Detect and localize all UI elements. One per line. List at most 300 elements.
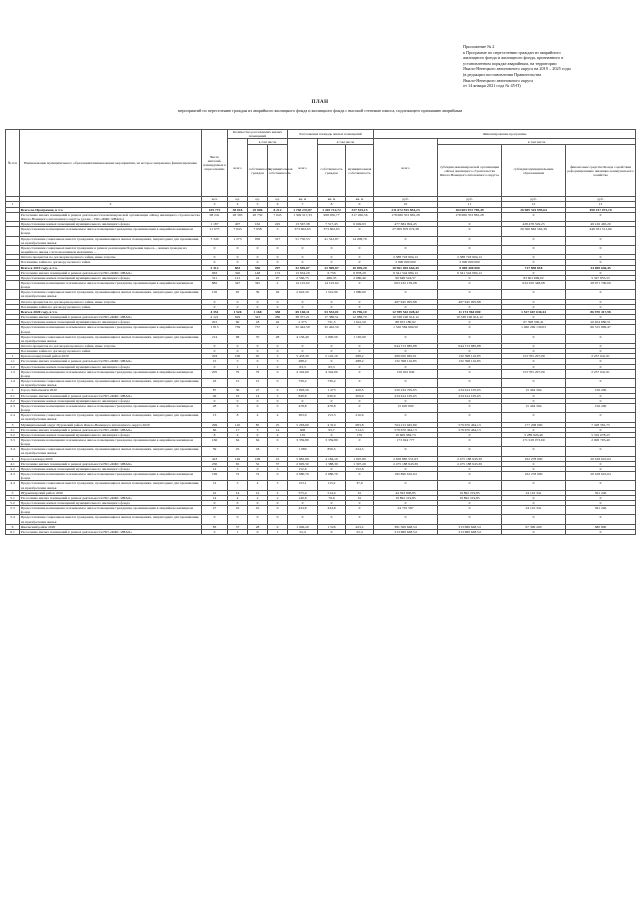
value-cell: 1 273 [318, 388, 346, 393]
value-cell: 0 [438, 275, 502, 280]
value-cell: 477 684 994,45 [374, 222, 438, 227]
value-cell: 13 567,38 [288, 222, 318, 227]
appendix-line: Ямало-Ненецкого автономного округа на 2019 – 2025 годы [463, 66, 571, 72]
header-fin-mun: субсидия муниципальным образованиям [502, 145, 566, 197]
appendix-line: Ямало-Ненецкого автономного округа [463, 77, 533, 83]
value-cell: 0 [566, 344, 636, 349]
value-cell: 0 [438, 222, 502, 227]
value-cell: 428 478 529,25 [502, 222, 566, 227]
value-cell: 0 [248, 359, 268, 364]
value-cell: 407 [228, 222, 248, 227]
value-cell: 2 [268, 325, 288, 334]
value-cell: 0 [248, 515, 268, 524]
row-number-cell: 5.3 [6, 506, 20, 515]
value-cell: 0 [438, 304, 502, 309]
value-cell: 121 [228, 275, 248, 280]
value-cell: 13 634,29 [288, 270, 318, 275]
value-cell: 2 900 000 000 [438, 260, 502, 265]
value-cell: 1 527 667 630,44 [502, 309, 566, 314]
value-cell: 28 971 790,00 [566, 280, 636, 289]
value-cell: 0 [566, 501, 636, 506]
value-cell: 166 [202, 437, 228, 446]
value-cell: 0 [566, 255, 636, 260]
value-cell: 153,3 [318, 413, 346, 422]
value-cell: 87 [202, 388, 228, 393]
value-cell: 10 538 190 914,12 [374, 315, 438, 320]
value-cell: 6 049,93 [346, 222, 374, 227]
row-name-cell: Ямальский район 2020 [20, 524, 202, 529]
value-cell: 17 [228, 427, 248, 432]
header-fin-total: всего [374, 139, 438, 197]
row-number-cell: 5.1 [6, 495, 20, 500]
value-cell: 3 359,80 [318, 437, 346, 446]
value-cell: 0 [502, 334, 566, 343]
value-cell: 0 [346, 501, 374, 506]
value-cell: 0 [346, 472, 374, 481]
value-cell: 250 234 705,65 [374, 388, 438, 393]
appendix-line: жилищного фонда и жилищного фонда, признанного в [463, 55, 564, 61]
table-row [6, 334, 636, 343]
row-name-cell: Шурышкарский район 2020 [20, 490, 202, 495]
row-name-cell: Предоставление жилых помещений муниципального жилищного фонда [20, 222, 202, 227]
row-number-cell: 1 [6, 354, 20, 359]
value-cell: 1 165,90 [346, 334, 374, 343]
value-cell: 153,1 [288, 481, 318, 490]
value-cell: 115,2 [318, 481, 346, 490]
column-number: 5 [248, 202, 268, 207]
row-name-cell: Всего в 2019 году, в т.ч. [20, 265, 202, 270]
value-cell: 2 [248, 495, 268, 500]
row-name-cell: Предоставление возмещения за изымаемое жилое помещение гражданам, проживающим в аварийном жилищном фонде [20, 437, 202, 446]
value-cell: 739,2 [318, 379, 346, 388]
value-cell: 0 [502, 359, 566, 364]
value-cell: 486,35 [318, 275, 346, 280]
value-cell: 0 [438, 364, 502, 369]
table-row [6, 481, 636, 490]
row-number-cell: 3.2 [6, 432, 20, 437]
value-cell: 0 [228, 344, 248, 349]
value-cell: 4 342,60 [318, 369, 346, 378]
value-cell: 14 125,62 [288, 280, 318, 289]
value-cell: 0 [502, 379, 566, 388]
value-cell: 0 [346, 260, 374, 265]
value-cell: 28 [202, 403, 228, 412]
value-cell: 0 [438, 506, 502, 515]
value-cell: 0 [288, 398, 318, 403]
row-name-cell: Предоставление жилых помещений муниципального жилищного фонда [20, 275, 202, 280]
value-cell: 12 [202, 466, 228, 471]
value-cell: 0 [318, 344, 346, 349]
value-cell: 10 609 984,73 [374, 432, 438, 437]
value-cell: 0 [502, 398, 566, 403]
value-cell: 24 110 341 [502, 490, 566, 495]
row-name-cell: Предоставление возмещения за изымаемое жилое помещение гражданам, проживающим в аварийном жилищном фонде [20, 280, 202, 289]
value-cell: 7 517,45 [318, 222, 346, 227]
value-cell: 0 [502, 236, 566, 245]
value-cell: 2 588 718 904,12 [438, 255, 502, 260]
row-number-cell [6, 325, 20, 334]
value-cell: 0 [374, 236, 438, 245]
value-cell: 19 892 219,85 [438, 495, 502, 500]
value-cell: 4 [268, 432, 288, 437]
value-cell: 79 [248, 369, 268, 378]
value-cell: 5 319 078,25 [566, 432, 636, 437]
value-cell: 373 602,63 [288, 227, 318, 236]
value-cell: 203 [202, 354, 228, 359]
value-cell: 7 [268, 447, 288, 456]
value-cell: 162 278 000 [502, 472, 566, 481]
value-cell: 297 [268, 265, 288, 270]
value-cell: 0 [346, 299, 374, 304]
value-cell: 132 598 116,83 [438, 359, 502, 364]
value-cell: 9 [248, 403, 268, 412]
value-cell: 608 [288, 427, 318, 432]
row-number-cell [6, 227, 20, 236]
value-cell: 152,6 [346, 466, 374, 471]
row-number-cell: 2 [6, 388, 20, 393]
value-cell: 0 [268, 515, 288, 524]
value-cell: 0 [438, 280, 502, 289]
value-cell: 9 341 544 984,12 [374, 270, 438, 275]
value-cell: 14 125,62 [318, 280, 346, 289]
value-cell: 46 [202, 393, 228, 398]
value-cell: 169 [202, 472, 228, 481]
value-cell: 0 [268, 398, 288, 403]
row-number-cell [6, 280, 20, 289]
value-cell: 42 [268, 320, 288, 325]
value-cell: 0 [268, 260, 288, 265]
row-name-cell: Предоставление социальных выплат гражданам в рамках реализации Поручения пересе... ленных граждан из аварийного жилья с использованием механизма ... [20, 245, 202, 254]
value-cell: 423,2 [346, 524, 374, 529]
value-cell: 2 475 188 943,39 [374, 461, 438, 466]
header-fin-incl: в том числе [438, 139, 636, 145]
value-cell: 0 [502, 501, 566, 506]
row-name-cell: Муниципальный округ Пуровский район Ямало-Ненецкого автономного округа 2020 [20, 422, 202, 427]
table-row [6, 529, 636, 534]
value-cell: 0 [318, 432, 346, 437]
row-name-cell: Предоставление социальных выплат гражданам, проживающим в жилых помещениях, непригодных для проживания, на приобретение жилья [20, 515, 202, 524]
value-cell: 12 [202, 481, 228, 490]
appendix-line: (в редакции постановления Правительства [463, 71, 542, 77]
value-cell: 49 126 465,20 [566, 222, 636, 227]
value-cell: 149 [228, 456, 248, 461]
value-cell: 2 990,50 [318, 334, 346, 343]
value-cell: 65 [228, 290, 248, 299]
table-row [6, 236, 636, 245]
value-cell: 0 [288, 501, 318, 506]
value-cell: 6 756 [318, 270, 346, 275]
row-name-cell: Всего в 2020 году, в т.ч. [20, 309, 202, 314]
table-row [6, 227, 636, 236]
value-cell: 0 [268, 506, 288, 515]
value-cell: 164 083 072 785,49 [438, 207, 502, 212]
value-cell: 0 [202, 245, 228, 254]
value-cell: 156 022 849 [374, 369, 438, 378]
value-cell: 739,2 [288, 379, 318, 388]
value-cell: 0 [202, 255, 228, 260]
value-cell: 0 [566, 398, 636, 403]
value-cell: 2 658 885 551,63 [374, 456, 438, 461]
value-cell: 358 [268, 309, 288, 314]
value-cell: 37 [268, 461, 288, 466]
value-cell: 9 809 400 000 [438, 265, 502, 270]
row-name-cell: Погашение займа по договору целевого займа [20, 304, 202, 309]
value-cell: 0 [438, 447, 502, 456]
value-cell: 95 [248, 354, 268, 359]
column-number: 6 [268, 202, 288, 207]
value-cell: 5 263,00 [288, 422, 318, 427]
unit-cell: кв. м [318, 197, 346, 202]
row-number-cell: 2.4 [6, 413, 20, 422]
row-number-cell [6, 236, 20, 245]
value-cell: 37,9 [346, 481, 374, 490]
value-cell: 15 464 394 [502, 388, 566, 393]
row-name-cell: Всего по Программе, в т.ч. [20, 207, 202, 212]
value-cell: 2 695,50 [288, 461, 318, 466]
row-number-cell: 1.2 [6, 364, 20, 369]
value-cell: 108 [248, 456, 268, 461]
value-cell: 4 [228, 432, 248, 437]
value-cell: 498 157 073,10 [566, 207, 636, 212]
value-cell: 0 [438, 227, 502, 236]
value-cell: 0 [502, 270, 566, 275]
value-cell: 0 [268, 472, 288, 481]
row-name-cell: Предоставление возмещения за изымаемое жилое помещение гражданам, проживающим в аварийном жилищном фонде [20, 325, 202, 334]
value-cell: 2 475 188 943,39 [438, 456, 502, 461]
row-name-cell: Предоставление возмещения за изымаемое жилое помещение гражданам, проживающим в аварийном жилищном фонде [20, 472, 202, 481]
value-cell: 5 [202, 529, 228, 534]
value-cell: 41 [268, 456, 288, 461]
value-cell: 41 541,87 [318, 236, 346, 245]
value-cell: 0 [202, 260, 228, 265]
value-cell: 1 187 [202, 222, 228, 227]
value-cell: 0 [346, 344, 374, 349]
value-cell: 0 [346, 227, 374, 236]
value-cell: 0 [202, 398, 228, 403]
value-cell: 60 [228, 320, 248, 325]
value-cell: 79,6 [318, 495, 346, 500]
value-cell: 556 [248, 265, 268, 270]
value-cell: 0 [318, 304, 346, 309]
value-cell: 0 [502, 315, 566, 320]
value-cell: 2 680,70 [318, 472, 346, 481]
value-cell: 44 593 806,85 [374, 490, 438, 495]
value-cell: 0 [566, 212, 636, 221]
value-cell: 10 [248, 506, 268, 515]
value-cell: 5 145,10 [318, 354, 346, 359]
value-cell: 234 614 105,65 [438, 393, 502, 398]
value-cell: 29 806 [248, 207, 268, 212]
value-cell: 449 031 511,99 [566, 227, 636, 236]
value-cell: 286 [268, 315, 288, 320]
value-cell: 37 [228, 524, 248, 529]
value-cell: 0 [374, 501, 438, 506]
value-cell: 14 [248, 393, 268, 398]
value-cell: 0 [288, 349, 318, 354]
value-cell: 2 680,70 [288, 472, 318, 481]
value-cell: 0 [318, 529, 346, 534]
row-name-cell: Предоставление возмещения за изымаемое жилое помещение гражданам, проживающим в аварийном жилищном фонде [20, 227, 202, 236]
value-cell: 90 948 524,57 [374, 275, 438, 280]
value-cell: 63,3 [318, 364, 346, 369]
value-cell: 1 949,20 [288, 524, 318, 529]
value-cell: 7 938 [248, 227, 268, 236]
value-cell: 591 246 [566, 506, 636, 515]
value-cell: 15 [228, 379, 248, 388]
value-cell: 1 460 269 130,03 [502, 325, 566, 334]
row-number-cell [6, 290, 20, 299]
table-row [6, 212, 636, 221]
value-cell: 10 538 190 914,12 [438, 315, 502, 320]
value-cell: 644 713 085,88 [374, 344, 438, 349]
value-cell: 983,8 [346, 422, 374, 427]
value-cell: 0 [502, 290, 566, 299]
value-cell: 467 945 095,88 [438, 299, 502, 304]
value-cell: 337 525,15 [346, 207, 374, 212]
value-cell: 1 748 237,87 [288, 207, 318, 212]
row-number-cell: 4.4 [6, 481, 20, 490]
value-cell: 4 156,40 [288, 334, 318, 343]
value-cell: 13 [202, 413, 228, 422]
value-cell: 79 [228, 369, 248, 378]
row-number-cell: 5.2 [6, 501, 20, 506]
value-cell: 65 [228, 461, 248, 466]
unit-cell: кв. м [346, 197, 374, 202]
value-cell: 0 [268, 344, 288, 349]
value-cell: 579 676 464,13 [438, 427, 502, 432]
value-cell: 0 [438, 334, 502, 343]
value-cell: 20 618 610,04 [566, 472, 636, 481]
value-cell: 0 [438, 466, 502, 471]
table-row [6, 325, 636, 334]
value-cell: 0 [502, 481, 566, 490]
value-cell: 0 [288, 344, 318, 349]
value-cell: 2 006 703,40 [566, 437, 636, 446]
value-cell: 11 174 964 000 [438, 309, 502, 314]
value-cell: 0 [248, 304, 268, 309]
value-cell: 0 [288, 255, 318, 260]
appendix-line: к Программе по переселению граждан из аварийного [463, 49, 561, 55]
table-row [6, 515, 636, 524]
value-cell: 0 [228, 501, 248, 506]
value-cell: 0 [438, 369, 502, 378]
value-cell: 630,9 [318, 393, 346, 398]
value-cell: 0 [318, 359, 346, 364]
row-number-cell: 5 [6, 490, 20, 495]
column-number: 11 [438, 202, 502, 207]
value-cell: 7 645 [268, 212, 288, 221]
value-cell: 0 [502, 245, 566, 254]
column-number: 12 [502, 202, 566, 207]
table-row [6, 403, 636, 412]
value-cell: 28 [268, 334, 288, 343]
value-cell: 85 [248, 422, 268, 427]
value-cell: 105 772 [202, 207, 228, 212]
row-number-cell [6, 212, 20, 221]
value-cell: 98 [228, 334, 248, 343]
value-cell: 9 [228, 403, 248, 412]
value-cell: 2 373 [288, 320, 318, 325]
value-cell: 0 [346, 506, 374, 515]
value-cell: 0 [502, 255, 566, 260]
value-cell: 345 [248, 280, 268, 289]
value-cell: 0 [346, 379, 374, 388]
value-cell: 0 [228, 299, 248, 304]
row-name-cell: Оплата процентов по договорам целевого займа, иные затраты [20, 255, 202, 260]
value-cell: 2 566,75 [288, 275, 318, 280]
value-cell: 171 918 073,60 [502, 437, 566, 446]
value-cell: 0 [248, 344, 268, 349]
value-cell: 32 949,07 [288, 265, 318, 270]
value-cell: 64 [248, 437, 268, 446]
appendix-note [463, 44, 633, 89]
row-number-cell: 4.2 [6, 466, 20, 471]
value-cell: 234 614 105,65 [374, 393, 438, 398]
value-cell: 1 641,50 [346, 320, 374, 325]
value-cell: 61 [346, 495, 374, 500]
value-cell: 0 [502, 344, 566, 349]
table-row [6, 369, 636, 378]
header-fin-fund: субсидия некоммерческой организации «Фонд жилищного строительства Ямало-Ненецкого автономного округа» [438, 145, 502, 197]
value-cell: 0 [438, 432, 502, 437]
value-cell: 0 [346, 349, 374, 354]
row-number-cell: 1.1 [6, 359, 20, 364]
value-cell: 0 [566, 413, 636, 422]
value-cell: 373 602,63 [318, 227, 346, 236]
value-cell: 2 588 718 904,12 [374, 255, 438, 260]
value-cell: 19 892 219,85 [438, 490, 502, 495]
row-number-cell: 4.3 [6, 472, 20, 481]
row-name-cell: Предоставление жилых помещений муниципального жилищного фонда [20, 364, 202, 369]
value-cell: 0 [374, 290, 438, 299]
table-row [6, 472, 636, 481]
value-cell: 0 [346, 403, 374, 412]
header-settled-own: собственность граждан [248, 145, 268, 197]
value-cell: 288,2 [346, 359, 374, 364]
header-area-own: собственность граждан [318, 145, 346, 197]
value-cell: 0 [228, 260, 248, 265]
value-cell: 1 410 712,72 [318, 207, 346, 212]
value-cell: 162 278 000 [502, 456, 566, 461]
appendix-line: Приложение № 2 [463, 44, 495, 49]
value-cell: 0 [288, 260, 318, 265]
value-cell: 2 257 641,91 [566, 354, 636, 359]
value-cell: 629 [228, 315, 248, 320]
value-cell: 0 [438, 481, 502, 490]
value-cell: 26 989 325 995,64 [502, 207, 566, 212]
value-cell: 177 208 000 [502, 422, 566, 427]
value-cell: 0 [346, 369, 374, 378]
value-cell: 8 [202, 432, 228, 437]
header-financing: Финансирование программы [374, 130, 636, 139]
value-cell: 956 [248, 236, 268, 245]
value-cell: 0 [374, 245, 438, 254]
value-cell: 14 [268, 427, 288, 432]
value-cell: 0 [268, 437, 288, 446]
value-cell: 4 342,60 [288, 369, 318, 378]
value-cell: 5 [268, 354, 288, 359]
row-number-cell [6, 334, 20, 343]
value-cell: 156 [202, 290, 228, 299]
value-cell: 1 693,50 [288, 388, 318, 393]
value-cell: 205 [202, 369, 228, 378]
value-cell: 178 686 353 881,28 [374, 212, 438, 221]
appendix-line: установленном порядке аварийным, на территории [463, 60, 557, 66]
value-cell: 10 039,20 [346, 265, 374, 270]
row-name-cell: Расселение жилых помещений в рамках деятельности НО «ФЖС ЯНАО» [20, 315, 202, 320]
value-cell: 0 [248, 255, 268, 260]
row-name-cell: Предоставление социальных выплат гражданам, проживающим в жилых помещениях, непригодных для проживания, на приобретение жилья [20, 290, 202, 299]
